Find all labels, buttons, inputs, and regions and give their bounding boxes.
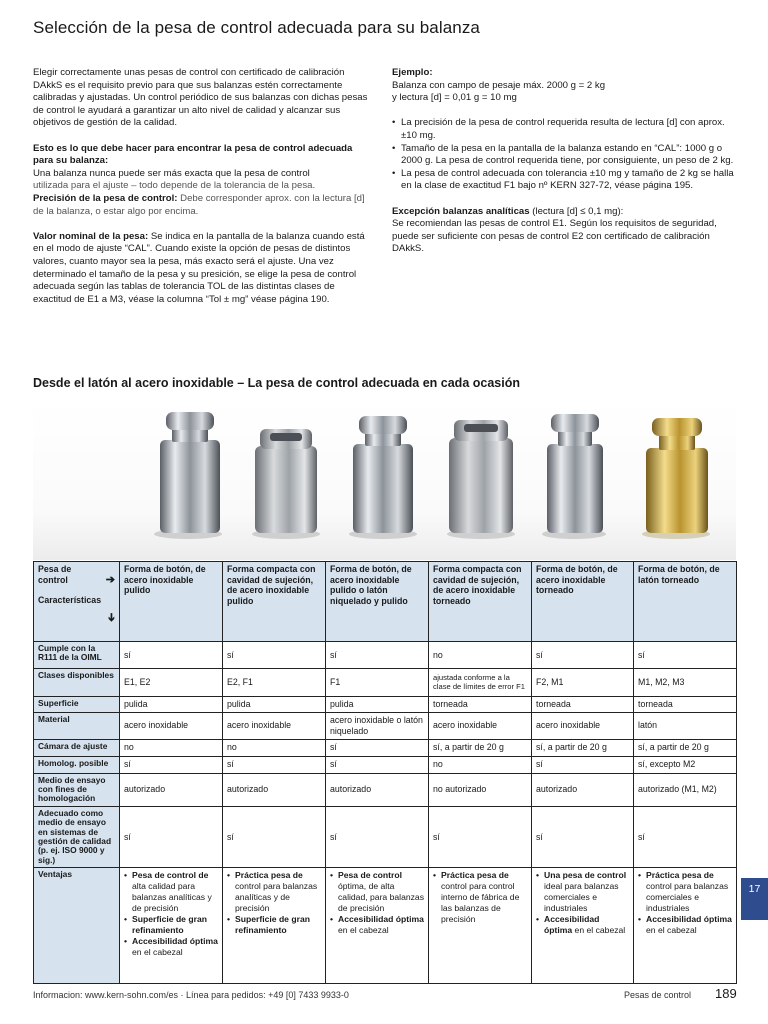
exception-note: (lectura [d] ≤ 0,1 mg): [529,205,624,217]
advantage-item [330,914,424,936]
advantage-text: en el cabezal [572,924,626,935]
advantage-bold: Accesibilidad óptima [338,913,424,924]
howto-heading: Esto es lo que debe hacer para encontrar la pesa de control adecuada para su balanza: [33,142,353,167]
table-cell: torneada [429,697,532,713]
table-cell: autorizado [223,773,326,806]
table-cell: acero inoxidable [223,712,326,739]
table-row [34,697,737,713]
weight-2 [252,429,320,539]
nominal-paragraph [33,231,373,307]
example-bullet: • Tamaño de la pesa en la pantalla de la balanza estando en “CAL”: 1000 g o 2000 g. La pesa de control requerida tiene, por consiguiente, un peso de 2 kg. [392,143,737,168]
advantages-list [536,870,629,935]
advantages-cell [429,868,532,984]
advantages-cell [634,868,737,984]
table-cell: sí [532,756,634,773]
table-cell: E2, F1 [223,669,326,697]
table-cell: sí, a partir de 20 g [532,739,634,756]
table-cell: E1, E2 [120,669,223,697]
table-cell: sí [326,642,429,669]
advantage-item [124,914,218,936]
table-cell: sí [429,806,532,867]
table-row [34,773,737,806]
advantages-row [34,868,737,984]
left-column [33,67,373,319]
table-cell: acero inoxidable [429,712,532,739]
page-title: Selección de la pesa de control adecuada para su balanza [33,18,480,37]
advantage-item [638,870,732,914]
table-cell: sí [120,806,223,867]
table-cell: F1 [326,669,429,697]
advantages-cell [326,868,429,984]
howto-line-2: utilizada para el ajuste – todo depende de la tolerancia de la pesa. [33,180,316,192]
table-cell: torneada [532,697,634,713]
table-cell: sí [634,642,737,669]
precision-text: Debe corresponder aprox. con la lectura [d] de la balanza, o estar algo por encima. [33,192,365,217]
table-cell: acero inoxidable [532,712,634,739]
table-cell: sí, a partir de 20 g [634,739,737,756]
row-label: Material [34,712,120,739]
table-body [34,642,737,868]
table-cell: sí [326,806,429,867]
arrow-right-icon: ➔ [105,573,115,586]
precision-paragraph [33,193,373,218]
column-header: Forma compacta con cavidad de sujeción, de acero inoxidable torneado [429,562,532,642]
table-cell: sí [120,756,223,773]
column-header: Forma compacta con cavidad de sujeción, de acero inoxidable pulido [223,562,326,642]
advantages-list [330,870,424,935]
table-row [34,806,737,867]
weight-5 [542,414,606,539]
table-header-row [34,562,737,642]
row-label: Ventajas [34,868,120,984]
advantages-list [227,870,321,935]
advantage-text: alta calidad para balanzas analíticas y de precisión [132,881,212,913]
nominal-text: Se indica en la pantalla de la balanza cuando está en el modo de ajuste “CAL”. Cuando existe la opción de pesas de distintos valores, cuanto mayor sea la pesa, más exacto será el ajuste. Una vez determinado el tamaño de la pesa y su presición, se elige la pesa de control adecuada según las tablas de tolerancia TOL de las distintas clases de exactitud de E1 a M3, véase la columna “Tol ± mg” véase página 190. [33,230,365,305]
advantage-item [227,870,321,914]
table-cell: sí [223,756,326,773]
advantage-item [536,870,629,914]
table-cell: acero inoxidable [120,712,223,739]
exception-label: Excepción balanzas analíticas [392,205,530,217]
advantage-bold: Práctica pesa de [441,870,509,881]
row-label: Superficie [34,697,120,713]
chapter-tab: 17 [741,878,768,920]
advantage-bold: Práctica pesa de [235,870,303,881]
table-row [34,669,737,697]
advantage-text: ideal para balanzas comerciales e industriales [544,881,619,913]
advantage-bold: Pesa de control [338,870,402,881]
table-cell: acero inoxidable o latón niquelado [326,712,429,739]
advantage-bold: Una pesa de control [544,870,627,881]
weight-3 [349,416,417,539]
corner-cell [34,562,120,642]
table-cell: sí [532,806,634,867]
advantage-bold: Accesibilidad óptima [646,913,732,924]
advantage-item [124,870,218,914]
column-header: Forma de botón, de acero inoxidable torneado [532,562,634,642]
advantage-bold: Accesibilidad óptima [132,935,218,946]
advantages-list [638,870,732,935]
row-label: Cámara de ajuste [34,739,120,756]
table-cell: sí [326,739,429,756]
nominal-label: Valor nominal de la pesa: [33,230,149,242]
advantage-item [227,914,321,936]
table-cell: sí [532,642,634,669]
page-number: 189 [715,986,737,1001]
weight-4 [447,420,515,539]
right-column [392,67,737,269]
example-line-2: y lectura [d] = 0,01 g = 10 mg [392,92,517,104]
table-cell: autorizado (M1, M2) [634,773,737,806]
howto-line-1: Una balanza nunca puede ser más exacta que la pesa de control [33,167,310,179]
table-cell: sí, a partir de 20 g [429,739,532,756]
table-cell: no [429,642,532,669]
corner-bottom-label: Características [38,595,102,606]
table-cell: latón [634,712,737,739]
row-label: Adecuado como medio de ensayo en sistemas de gestión de calidad (p. ej. ISO 9000 y sig.) [34,806,120,867]
table-row [34,739,737,756]
table-row [34,642,737,669]
advantages-cell [532,868,634,984]
example-bullet: • La precisión de la pesa de control requerida resulta de lectura [d] con aprox. ±10 mg. [392,117,737,142]
advantage-bold: Superficie de gran refinamiento [235,913,310,935]
advantages-list [433,870,527,925]
footer-info: Informacion: www.kern-sohn.com/es · Línea para pedidos: +49 [0] 7433 9933-0 [33,990,349,1000]
table-row [34,712,737,739]
advantage-text: control para balanzas analíticas y de precisión [235,881,318,913]
table-cell: pulida [326,697,429,713]
column-header: Forma de botón, de latón torneado [634,562,737,642]
table-cell: no [120,739,223,756]
weight-6 [642,418,710,539]
example-bullet: • La pesa de control adecuada con tolerancia ±10 mg y tamaño de 2 kg se halla en la clase de exactitud F1 bajo nº KERN 327-72, véase página 195. [392,168,737,193]
table-cell: sí [634,806,737,867]
section-title: Desde el latón al acero inoxidable – La pesa de control adecuada en cada ocasión [33,376,520,390]
example-line-1: Balanza con campo de pesaje máx. 2000 g = 2 kg [392,79,606,91]
advantage-bold: Pesa de control de [132,870,209,881]
advantage-item [330,870,424,914]
advantage-item [433,870,527,925]
table-cell: no autorizado [429,773,532,806]
row-label: Cumple con la R111 de la OIML [34,642,120,669]
corner-top-label: Pesa de control ➔ [38,564,115,586]
advantage-item [124,936,218,958]
table-cell: sí [223,642,326,669]
advantage-text: en el cabezal [132,946,183,957]
exception-text: Se recomiendan las pesas de control E1. Según los requisitos de seguridad, puede ser suficiente con pesas de control E2 con certificado de calibración DAkkS. [392,218,717,255]
column-header: Forma de botón, de acero inoxidable pulido o latón niquelado y pulido [326,562,429,642]
advantage-bold: Accesibilidad óptima [544,913,600,935]
row-label: Clases disponibles [34,669,120,697]
advantage-bold: Práctica pesa de [646,870,714,881]
table-cell: M1, M2, M3 [634,669,737,697]
table-cell: ajustada conforme a la clase de límites de error F1 [429,669,532,697]
table-cell: F2, M1 [532,669,634,697]
row-label: Homolog. posible [34,756,120,773]
precision-label: Precisión de la pesa de control: [33,192,178,204]
table-cell: sí [120,642,223,669]
advantages-cell [223,868,326,984]
table-cell: pulida [120,697,223,713]
table-cell: autorizado [532,773,634,806]
advantage-item [638,914,732,936]
advantages-list [124,870,218,957]
advantage-text: control para control interno de fábrica de las balanzas de precisión [441,881,520,924]
table-cell: sí, excepto M2 [634,756,737,773]
table-cell: sí [326,756,429,773]
advantage-item [536,914,629,936]
weight-1 [154,412,222,539]
arrow-down-icon: ➔ [104,612,117,622]
table-row [34,756,737,773]
intro-paragraph: Elegir correctamente unas pesas de control con certificado de calibración DAkkS es el requisito previo para que sus balanzas estén correctamente calibradas y ajustadas. Un control periódico de sus balanzas con dichas pesas de control le ayudará a garantizar un alto nivel de calidad y alcanzar sus objetivos de gestión de la calidad. [33,67,368,129]
table-cell: no [429,756,532,773]
advantage-text: óptima, de alta calidad, para balanzas de precisión [338,881,424,913]
advantage-text: control para balanzas comerciales e industriales [646,881,729,913]
column-header: Forma de botón, de acero inoxidable pulido [120,562,223,642]
table-cell: pulida [223,697,326,713]
spec-table [33,561,737,984]
table-cell: torneada [634,697,737,713]
example-heading: Ejemplo: [392,67,433,78]
table-cell: sí [223,806,326,867]
weights-photo [33,400,736,560]
weights-illustration [33,400,736,560]
row-label: Medio de ensayo con fines de homologación [34,773,120,806]
advantage-bold: Superficie de gran refinamiento [132,913,207,935]
advantage-text: en el cabezal [338,924,389,935]
table-cell: autorizado [326,773,429,806]
table-cell: autorizado [120,773,223,806]
advantage-text: en el cabezal [646,924,697,935]
exception-heading [392,206,737,219]
table-cell: no [223,739,326,756]
footer-section: Pesas de control [624,990,692,1000]
advantages-cell [120,868,223,984]
